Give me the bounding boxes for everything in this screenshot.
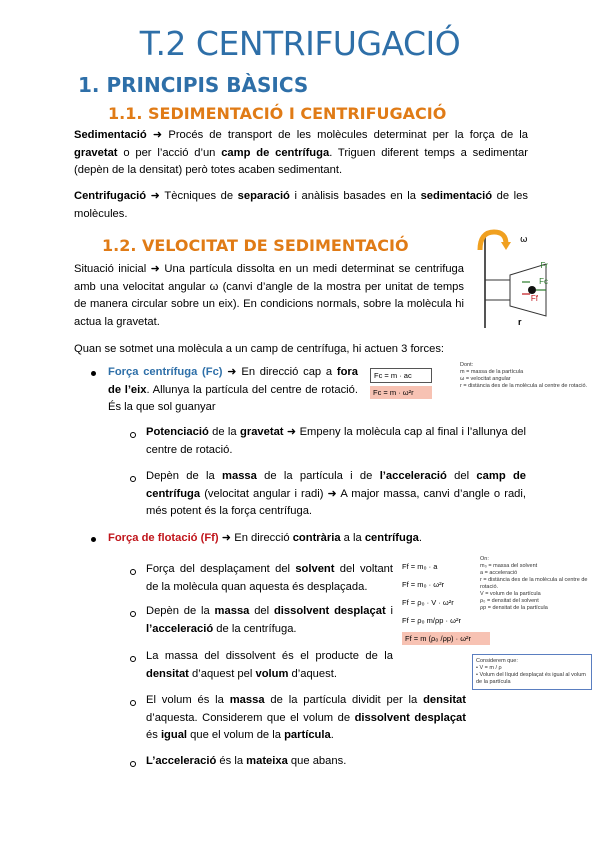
- fc-formula-line2: Fc = m · ω²r: [370, 386, 432, 399]
- ff-note-box: Considerem que: • V = m / ρ • Volum del líquid desplaçat és igual al volum de la partícula: [472, 654, 592, 690]
- ff-formula-line: Ff = ρ₀ · V · ω²r: [402, 598, 454, 607]
- fc-formula-line1: Fc = m · ac: [370, 368, 432, 383]
- bullet-volum-particula: El volum és la massa de la partícula dividit per la densitat d’aquesta. Considerem que el volum de dissolvent desplaçat és igual que el volum de la partícula.: [146, 694, 466, 741]
- bullet-ring: [130, 432, 136, 438]
- bullet-dot: [91, 537, 96, 542]
- fr-label: Fr: [540, 261, 548, 270]
- bullet-ring: [130, 569, 136, 575]
- ff-formula-line: Ff = m₀ · ω²r: [402, 580, 445, 589]
- ff-label: Ff: [530, 294, 538, 303]
- paragraph-sedimentacio: Sedimentació ➜ Procés de transport de les molècules determinat per la força de la gravetat o per l’acció d’un camp de centrífuga. Triguen diferent temps a sedimentar (depèn de la densitat) però totes acaben sedimentant.: [74, 129, 528, 176]
- bullet-massa-dissolvent: Depèn de la massa del dissolvent desplaçat i l’acceleració de la centrífuga.: [146, 605, 393, 635]
- bullet-desplacament-solvent: Força del desplaçament del solvent del voltant de la molècula quan aquesta és desplaçada.: [146, 563, 393, 593]
- paragraph-centrifugacio: Centrifugació ➜ Tècniques de separació i anàlisis basades en la sedimentació de les molècules.: [74, 190, 528, 220]
- rotation-arrow: [480, 232, 506, 250]
- bullet-ring: [130, 761, 136, 767]
- subsection-heading-velocitat: 1.2. VELOCITAT DE SEDIMENTACIÓ: [102, 236, 409, 255]
- fc-legend: Dont: m = massa de la partícula ω = velocitat angular r = distància des de la molècula al centre de rotació.: [460, 362, 588, 389]
- bullet-acceleracio: L’acceleració és la mateixa que abans.: [146, 755, 347, 767]
- page-title: T.2 CENTRIFUGACIÓ: [139, 24, 461, 63]
- particle: [528, 286, 536, 294]
- bullet-dot: [91, 371, 96, 376]
- ff-formula-line-final: Ff = m (ρ₀ /ρp) · ω²r: [402, 632, 490, 645]
- ff-formula-box: [402, 562, 490, 645]
- paragraph-situacio-inicial: Situació inicial ➜ Una partícula dissolta en un medi determinat se centrifuga amb una velocitat angular ω (canvi d’angle de la mostra per unitat de temps de manera circular sobre un eix). En condicions normals, sobre la molècula hi actua la gravetat.: [74, 263, 464, 328]
- bullet-forca-flotacio: Força de flotació (Ff) ➜ En direcció contrària a la centrífuga.: [108, 532, 423, 544]
- paragraph-tres-forces: Quan se sotmet una molècula a un camp de centrífuga, hi actuen 3 forces:: [74, 343, 445, 355]
- ff-formula-line: Ff = ρ₀ m/ρp · ω²r: [402, 616, 461, 625]
- section-heading-principis: 1. PRINCIPIS BÀSICS: [78, 73, 309, 97]
- radius-label: r: [518, 317, 522, 327]
- bullet-ring: [130, 611, 136, 617]
- bullet-depen-massa: Depèn de la massa de la partícula i de l’acceleració del camp de centrífuga (velocitat angular i radi) ➜ A major massa, canvi d’angle o radi, més potent és la força centrífuga.: [146, 470, 527, 517]
- bullet-ring: [130, 700, 136, 706]
- bullet-ring: [130, 656, 136, 662]
- bullet-ring: [130, 476, 136, 482]
- ff-formula-line: Ff = m₀ · a: [402, 562, 438, 571]
- bullet-forca-centrifuga: Força centrífuga (Fc) ➜ En direcció cap a fora de l’eix. Allunya la partícula del centre de rotació. És la que sol guanyar: [108, 366, 358, 413]
- fc-label: Fc: [539, 277, 548, 286]
- ff-legend: On: m₀ = massa del solvent a = acceleració r = distància des de la molècula al centre de rotació. V = volum de la partícula ρ₀ = densitat del solvent ρp = densitat de la partícula: [480, 556, 588, 611]
- omega-label: ω: [520, 235, 528, 245]
- fc-formula-box: [370, 368, 432, 399]
- bullet-densitat-volum: La massa del dissolvent és el producte de la densitat d’aquest pel volum d’aquest.: [146, 650, 393, 680]
- subsection-heading-sedimentacio: 1.1. SEDIMENTACIÓ I CENTRIFUGACIÓ: [108, 104, 447, 123]
- bullet-potenciacio: Potenciació de la gravetat ➜ Empeny la molècula cap al final i l’allunya del centre de rotació.: [146, 426, 526, 456]
- centrifuge-diagram: [468, 228, 548, 333]
